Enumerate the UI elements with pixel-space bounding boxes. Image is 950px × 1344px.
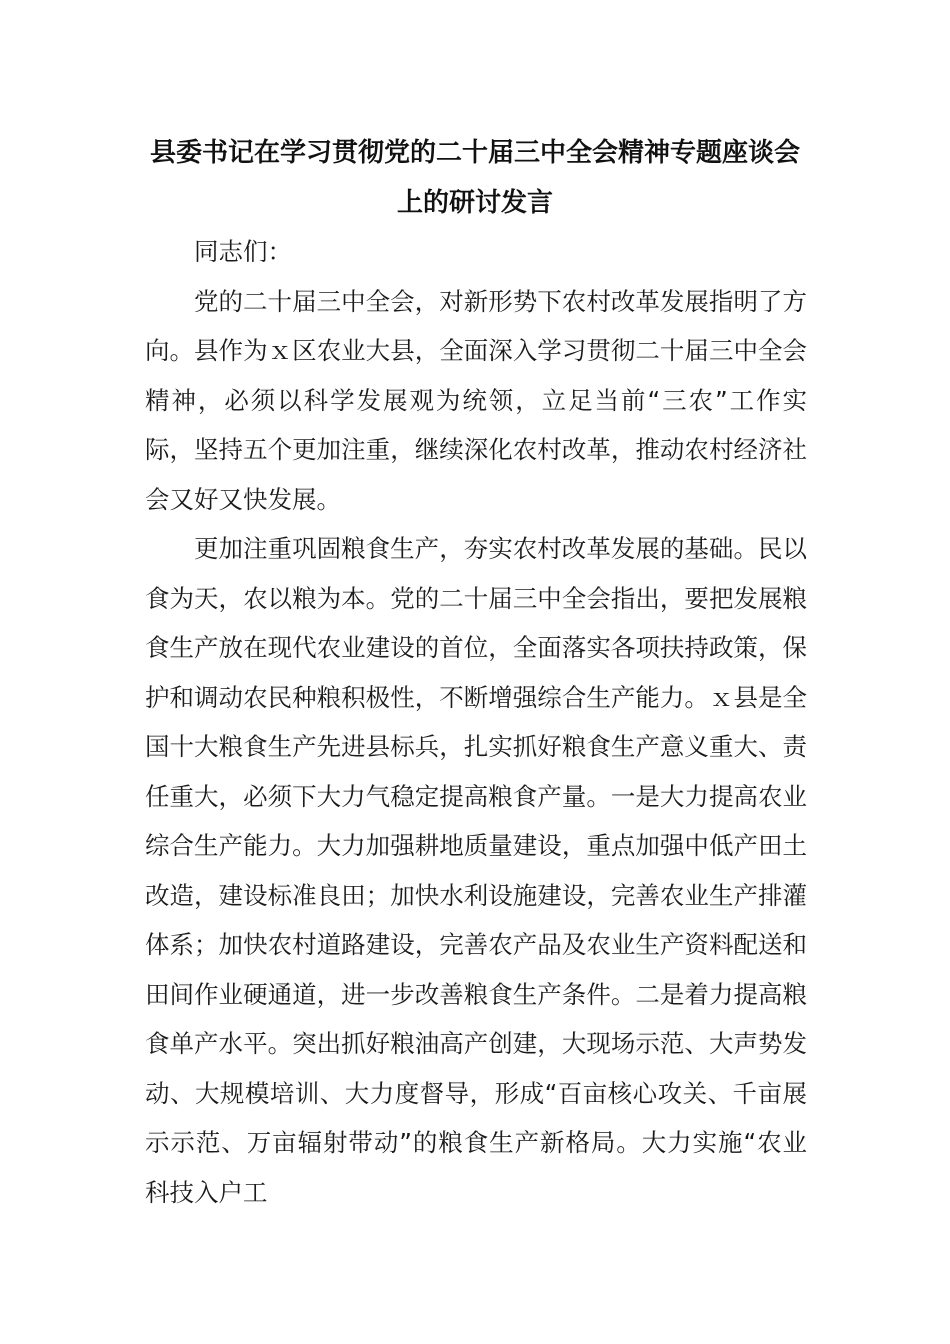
greeting: 同志们： [194, 237, 292, 266]
paragraph: 党的二十届三中全会，对新形势下农村改革发展指明了方向。县作为ｘ区农业大县，全面深入学习贯彻二十届三中全会精神，必须以科学发展观为统领，立足当前“三农”工作实际，坚持五个更加注重，继续深化农村改革，推动农村经济社会又好又快发展。 [145, 286, 807, 514]
document-body [145, 227, 807, 1217]
paragraph: 更加注重巩固粮食生产，夯实农村改革发展的基础。民以食为天，农以粮为本。党的二十届三中全会指出，要把发展粮食生产放在现代农业建设的首位，全面落实各项扶持政策，保护和调动农民种粮积极性，不断增强综合生产能力。ｘ县是全国十大粮食生产先进县标兵，扎实抓好粮食生产意义重大、责任重大，必须下大力气稳定提高粮食产量。一是大力提高农业综合生产能力。大力加强耕地质量建设，重点加强中低产田土改造，建设标准良田；加快水利设施建设，完善农业生产排灌体系；加快农村道路建设，完善农产品及农业生产资料配送和田间作业硬通道，进一步改善粮食生产条件。二是着力提高粮食单产水平。突出抓好粮油高产创建，大现场示范、大声势发动、大规模培训、大力度督导，形成“百亩核心攻关、千亩展示示范、万亩辐射带动”的粮食生产新格局。大力实施“农业科技入户工 [145, 534, 807, 1207]
document-title: 县委书记在学习贯彻党的二十届三中全会精神专题座谈会上的研讨发言 [149, 138, 800, 218]
